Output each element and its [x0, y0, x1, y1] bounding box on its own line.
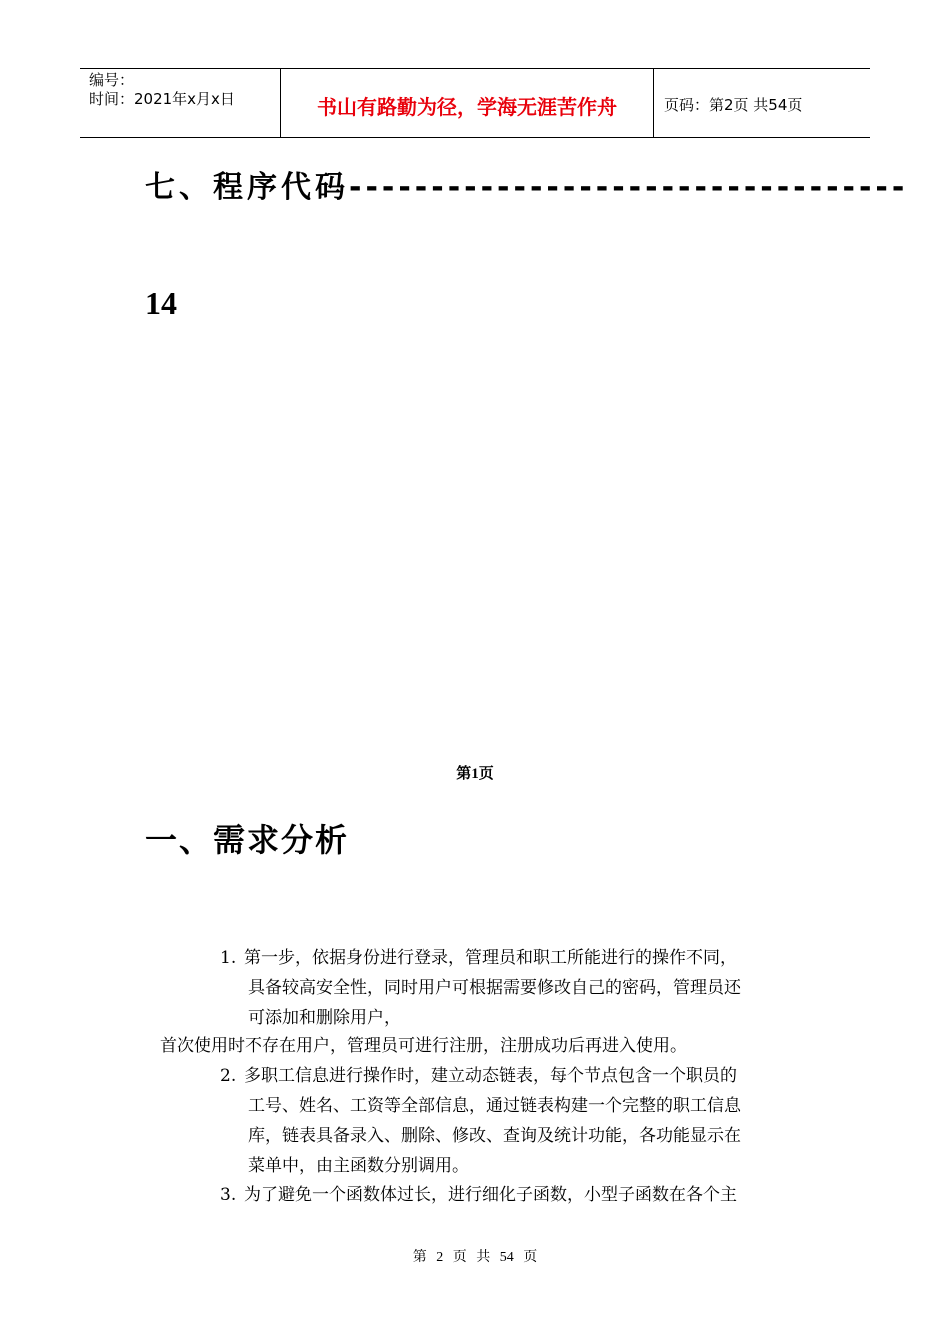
- list-item-line: 具备较高安全性，同时用户可根据需要修改自己的密码，管理员还: [248, 978, 741, 998]
- list-item-line: 库，链表具备录入、删除、修改、查询及统计功能，各功能显示在: [248, 1126, 741, 1146]
- code-label: 编号：: [89, 71, 135, 89]
- list-item-number: 2.: [220, 1066, 237, 1086]
- page-marker: 第1页: [456, 766, 494, 782]
- list-item-line: 可添加和删除用户，: [248, 1008, 401, 1028]
- section-heading: 一、需求分析: [145, 821, 350, 859]
- page-footer: 第 2 页 共 54 页: [412, 1250, 538, 1265]
- list-item-number: 1.: [220, 948, 237, 968]
- list-item-line: 多职工信息进行操作时，建立动态链表，每个节点包含一个职员的: [244, 1066, 737, 1086]
- toc-heading: 七、程序代码----------------------------------: [145, 170, 909, 205]
- list-item: [220, 943, 820, 1033]
- header-meta: [80, 69, 281, 137]
- header-motto: 书山有路勤为径，学海无涯苦作舟: [281, 69, 654, 137]
- list-item-line: 菜单中，由主函数分别调用。: [248, 1156, 469, 1176]
- list-item-number: 3.: [220, 1185, 237, 1205]
- list-item: [220, 1180, 820, 1210]
- note-paragraph: 首次使用时不存在用户，管理员可进行注册，注册成功后再进入使用。: [160, 1036, 687, 1056]
- page-header: [80, 68, 870, 138]
- toc-page-number: 14: [145, 285, 177, 321]
- time-label: 时间：2021年x月x日: [89, 90, 235, 108]
- list-item: [220, 1061, 820, 1181]
- list-item-line: 工号、姓名、工资等全部信息，通过链表构建一个完整的职工信息: [248, 1096, 741, 1116]
- list-item-line: 第一步，依据身份进行登录，管理员和职工所能进行的操作不同，: [244, 948, 737, 968]
- header-page-info: 页码：第2页 共54页: [664, 95, 803, 114]
- list-item-line: 为了避免一个函数体过长，进行细化子函数，小型子函数在各个主: [244, 1185, 737, 1205]
